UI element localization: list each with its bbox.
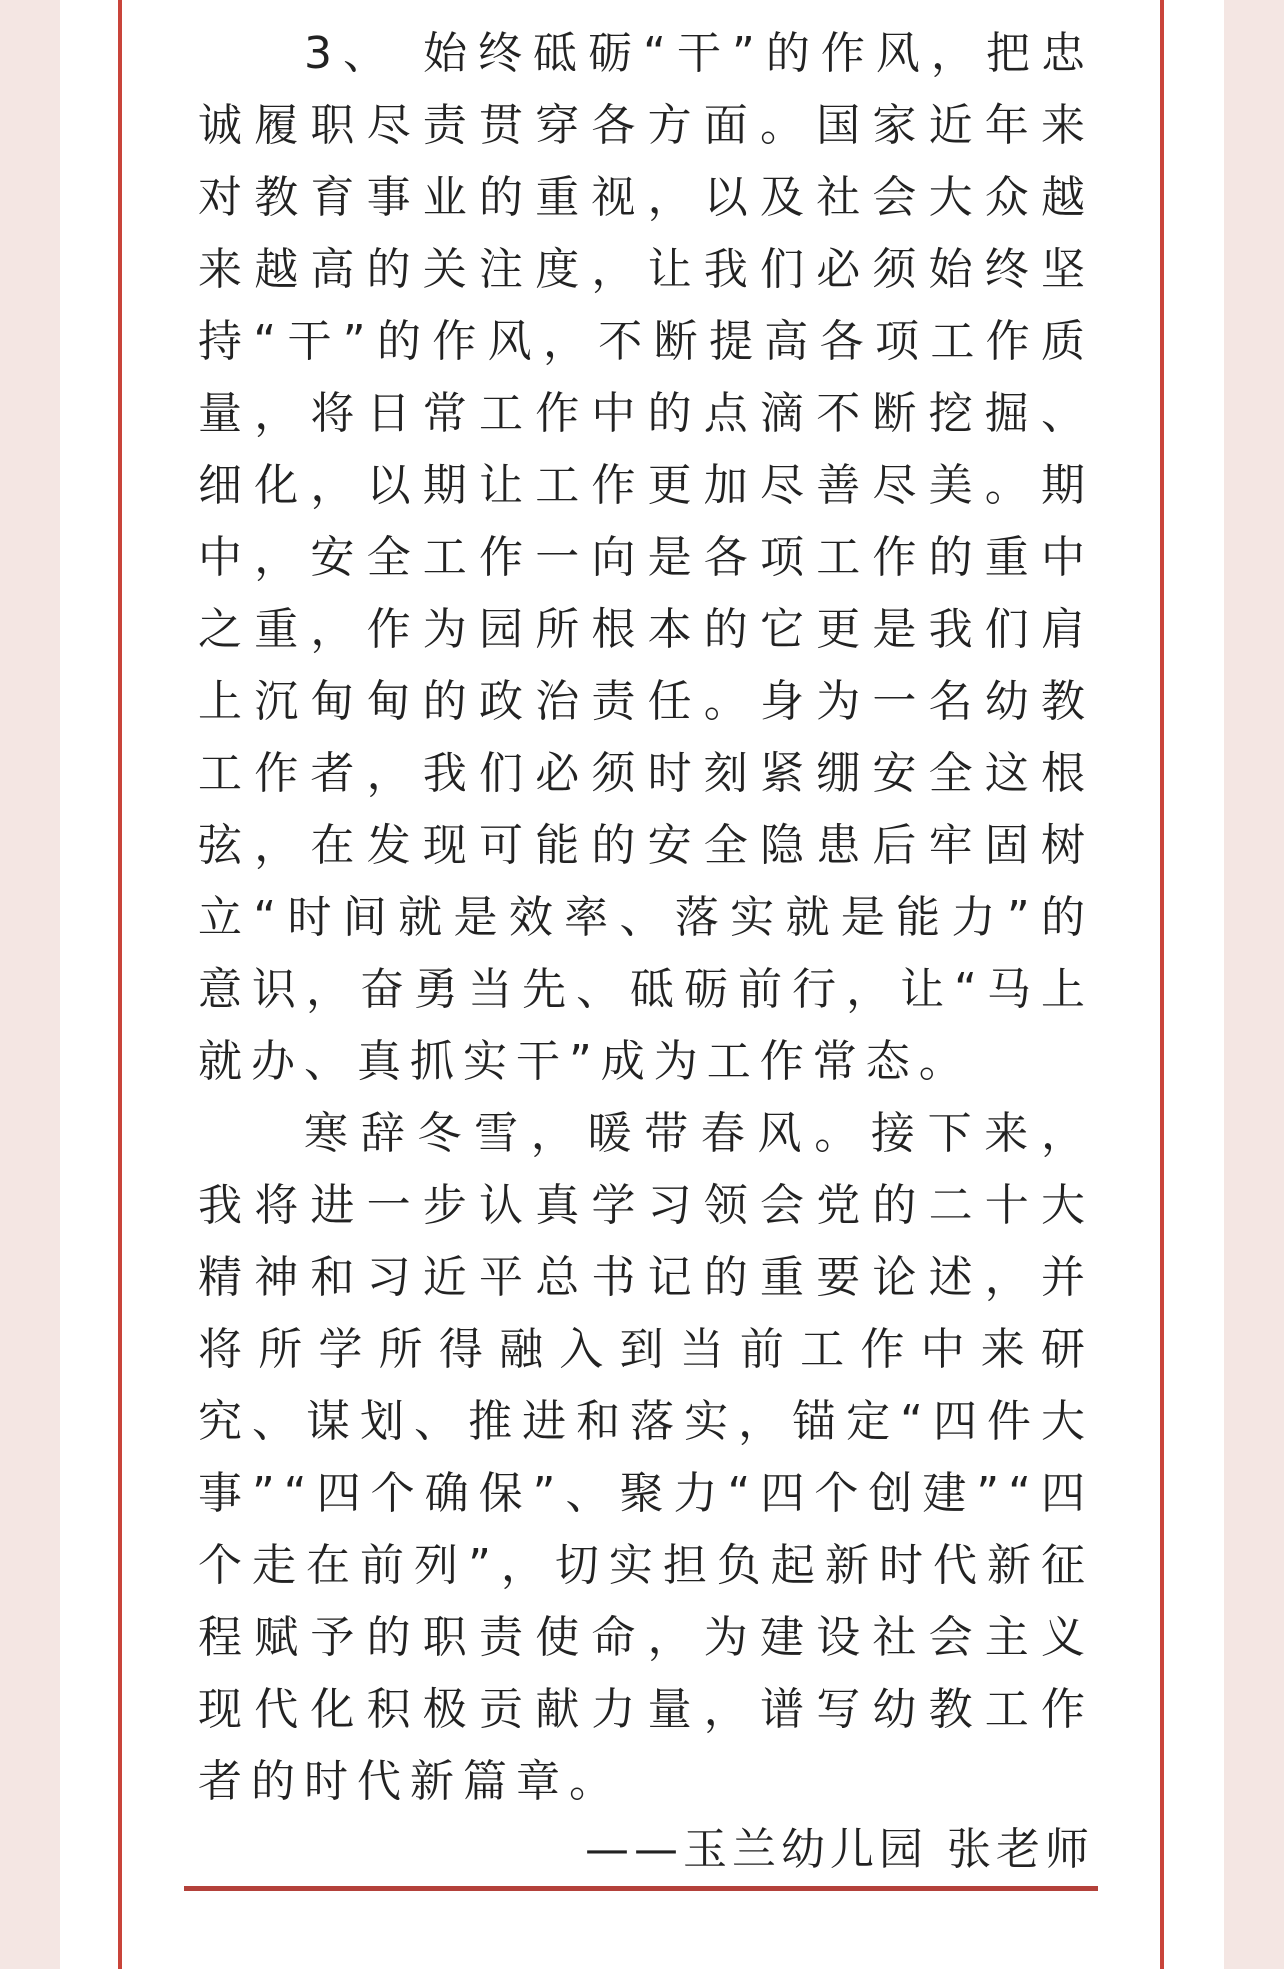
- article-paragraph-3: 3、 始终砥砺“干”的作风，把忠诚履职尽责贯穿各方面。国家近年来对教育事业的重视，以及社会大众越来越高的关注度，让我们必须始终坚持“干”的作风，不断提高各项工作质量，将日常工作中的点滴不断挖掘、细化，以期让工作更加尽善尽美。期中，安全工作一向是各项工作的重中之重，作为园所根本的它更是我们肩上沉甸甸的政治责任。身为一名幼教工作者，我们必须时刻紧绷安全这根弦，在发现可能的安全隐患后牢固树立“时间就是效率、落实就是能力”的意识，奋勇当先、砥砺前行，让“马上就办、真抓实干”成为工作常态。: [198, 28, 1094, 1087]
- right-decorative-band: [1224, 0, 1284, 1969]
- left-decorative-band: [0, 0, 60, 1969]
- bottom-divider: [184, 1886, 1098, 1891]
- article-paragraph-closing: 寒辞冬雪，暖带春风。接下来，我将进一步认真学习领会党的二十大精神和习近平总书记的重要论述，并将所学所得融入到当前工作中来研究、谋划、推进和落实，锚定“四件大事”“四个确保”、聚力“四个创建”“四个走在前列”，切实担负起新时代新征程赋予的职责使命，为建设社会主义现代化积极贡献力量，谱写幼教工作者的时代新篇章。: [198, 1108, 1094, 1807]
- article-body: [198, 18, 1094, 1818]
- left-red-border-line: [118, 0, 122, 1969]
- author-signature: ——玉兰幼儿园 张老师: [585, 1824, 1094, 1875]
- right-red-border-line: [1160, 0, 1164, 1969]
